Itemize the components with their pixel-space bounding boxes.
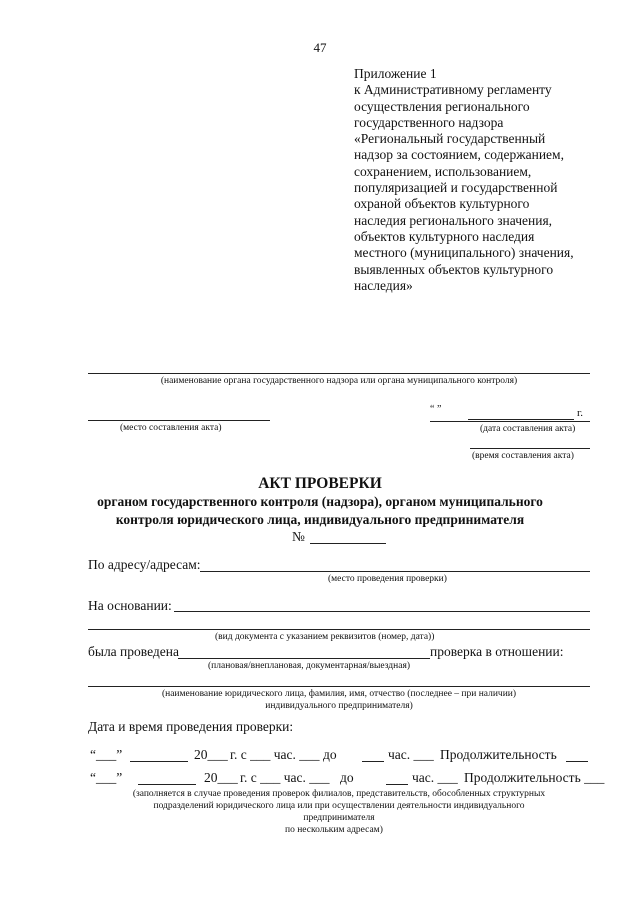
row1-to-line	[362, 761, 384, 762]
appendix-line: охраной объектов культурного	[354, 196, 530, 212]
date-quotes: “ ”	[430, 404, 442, 415]
act-title: АКТ ПРОВЕРКИ	[258, 475, 382, 492]
row2-from: г. с ___ час. ___	[240, 770, 330, 785]
row2-year: 20___	[204, 770, 238, 785]
row2-month-line	[138, 784, 196, 785]
row1-from: г. с ___ час. ___	[230, 747, 320, 762]
appendix-line: наследия»	[354, 277, 413, 293]
place-line	[88, 420, 270, 421]
appendix-line: выявленных объектов культурного	[354, 261, 554, 277]
org-name-line	[88, 373, 590, 374]
conducted-line	[178, 658, 430, 659]
conducted-suffix: проверка в отношении:	[430, 644, 564, 659]
row2-hours: час. ___	[412, 770, 458, 785]
row2-duration: Продолжительность ___	[464, 770, 605, 785]
date-line	[468, 419, 574, 420]
appendix-line: Приложение 1	[354, 66, 437, 81]
appendix-line: популяризацией и государственной	[354, 180, 558, 196]
basis-caption: (вид документа с указанием реквизитов (номер, дата))	[215, 632, 435, 642]
row2-to-line	[386, 784, 408, 785]
date-year-suffix: г.	[577, 407, 584, 419]
row1-duration-line	[566, 761, 588, 762]
row1-hours: час. ___	[388, 747, 434, 762]
datetime-label: Дата и время проведения проверки:	[88, 719, 294, 734]
conducted-label: была проведена	[88, 644, 179, 659]
appendix-block	[354, 66, 574, 294]
basis-label: На основании:	[88, 598, 172, 613]
entity-caption-2: индивидуального предпринимателя)	[265, 701, 413, 711]
appendix-line: сохранением, использованием,	[354, 163, 532, 179]
address-caption: (место проведения проверки)	[328, 574, 447, 584]
note-line-3: предпринимателя	[303, 813, 375, 823]
time-line	[470, 448, 590, 449]
appendix-line: государственного надзора	[354, 114, 504, 130]
entity-line	[88, 686, 590, 687]
act-subtitle-line1: органом государственного контроля (надзора), органом муниципального	[97, 494, 543, 509]
note-line-1: (заполняется в случае проведения проверок филиалов, представительств, обособленных структурных	[132, 789, 546, 799]
number-line	[310, 543, 386, 544]
row1-day: “___”	[90, 747, 123, 762]
entity-caption: (наименование юридического лица, фамилия, имя, отчество (последнее – при наличии)	[161, 689, 517, 699]
time-caption: (время составления акта)	[472, 451, 574, 461]
note-line-4: по нескольким адресам)	[285, 825, 383, 835]
date-underline	[430, 421, 590, 422]
address-label: По адресу/адресам:	[88, 557, 201, 572]
row1-to: до	[323, 747, 337, 762]
org-name-caption: (наименование органа государственного надзора или органа муниципального контроля)	[160, 376, 518, 386]
appendix-line: «Региональный государственный	[354, 131, 546, 147]
place-caption: (место составления акта)	[120, 423, 222, 433]
row2-day: “___”	[90, 770, 123, 785]
appendix-line: местного (муниципального) значения,	[354, 245, 574, 261]
appendix-line: осуществления регионального	[354, 98, 530, 114]
note-line-2: подразделений юридического лица или при осуществлении деятельности индивидуального	[153, 801, 525, 811]
basis-line	[174, 611, 590, 612]
appendix-line: надзор за состоянием, содержанием,	[354, 147, 564, 163]
appendix-line: наследия регионального значения,	[354, 212, 553, 228]
row2-to: до	[340, 770, 354, 785]
row1-duration: Продолжительность	[440, 747, 557, 762]
appendix-line: объектов культурного наследия	[354, 228, 535, 244]
page-number: 47	[313, 40, 327, 55]
address-line	[200, 571, 590, 572]
date-caption: (дата составления акта)	[480, 424, 576, 434]
appendix-line: к Административному регламенту	[354, 82, 552, 98]
row1-month-line	[130, 761, 188, 762]
basis-line-2	[88, 629, 590, 630]
row1-year: 20___	[194, 747, 228, 762]
act-subtitle-line2: контроля юридического лица, индивидуального предпринимателя	[115, 512, 525, 527]
number-label: №	[292, 529, 305, 544]
conducted-caption: (плановая/внеплановая, документарная/выездная)	[208, 661, 410, 671]
